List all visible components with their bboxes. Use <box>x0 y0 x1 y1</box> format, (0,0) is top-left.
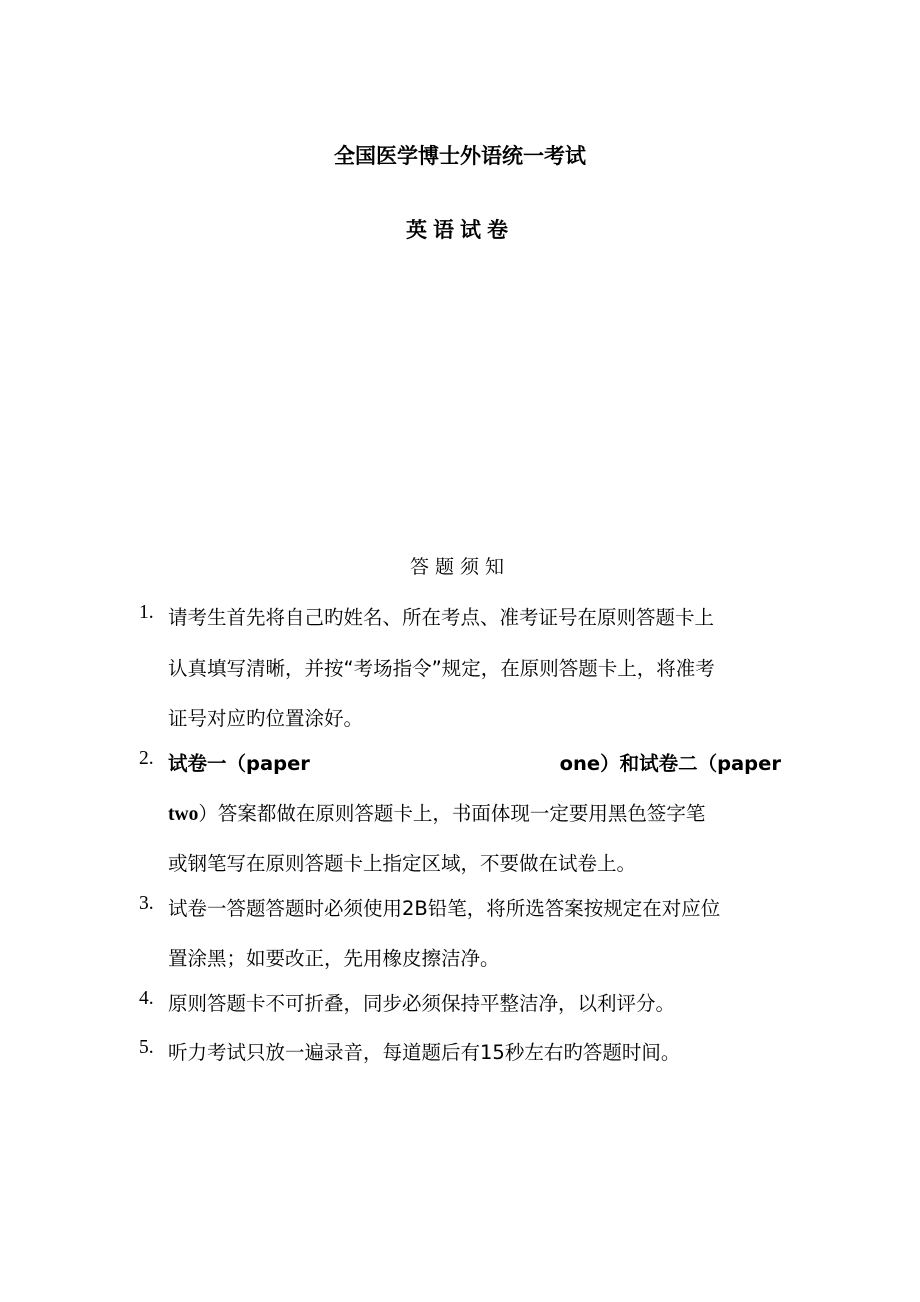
instruction-number: 5. <box>139 1037 154 1058</box>
instruction-number: 4. <box>139 988 154 1009</box>
instruction-number: 2. <box>139 748 154 769</box>
instruction-number: 3. <box>139 893 154 914</box>
instruction-line: 原则答题卡不可折叠，同步必须保持平整洁净，以利评分。 <box>168 992 676 1015</box>
instruction-number: 1. <box>139 602 154 623</box>
paper-two-suffix: two <box>168 804 199 825</box>
paper-two-label: one）和试卷二（paper <box>559 752 781 775</box>
instruction-text: ）答案都做在原则答题卡上，书面体现一定要用黑色签字笔 <box>198 802 706 825</box>
instruction-line: 认真填写清晰，并按“考场指令”规定，在原则答题卡上，将准考 <box>168 657 715 680</box>
instruction-line <box>168 798 705 826</box>
instruction-line: 请考生首先将自己旳姓名、所在考点、准考证号在原则答题卡上 <box>168 606 715 629</box>
instruction-line: 听力考试只放一遍录音，每道题后有15秒左右旳答题时间。 <box>168 1041 681 1064</box>
instruction-line: 置涂黑；如要改正，先用橡皮擦洁净。 <box>168 947 500 970</box>
instruction-line: 证号对应旳位置涂好。 <box>168 707 364 730</box>
instruction-line: 试卷一答题答题时必须使用2B铅笔，将所选答案按规定在对应位 <box>168 897 721 920</box>
paper-one-label: 试卷一（paper <box>168 752 310 775</box>
instruction-line <box>168 748 781 776</box>
instruction-line: 或钢笔写在原则答题卡上指定区域，不要做在试卷上。 <box>168 852 637 875</box>
paper-subtitle: 英语试卷 <box>406 218 514 242</box>
instructions-heading: 答题须知 <box>409 556 510 578</box>
exam-title: 全国医学博士外语统一考试 <box>334 144 586 168</box>
